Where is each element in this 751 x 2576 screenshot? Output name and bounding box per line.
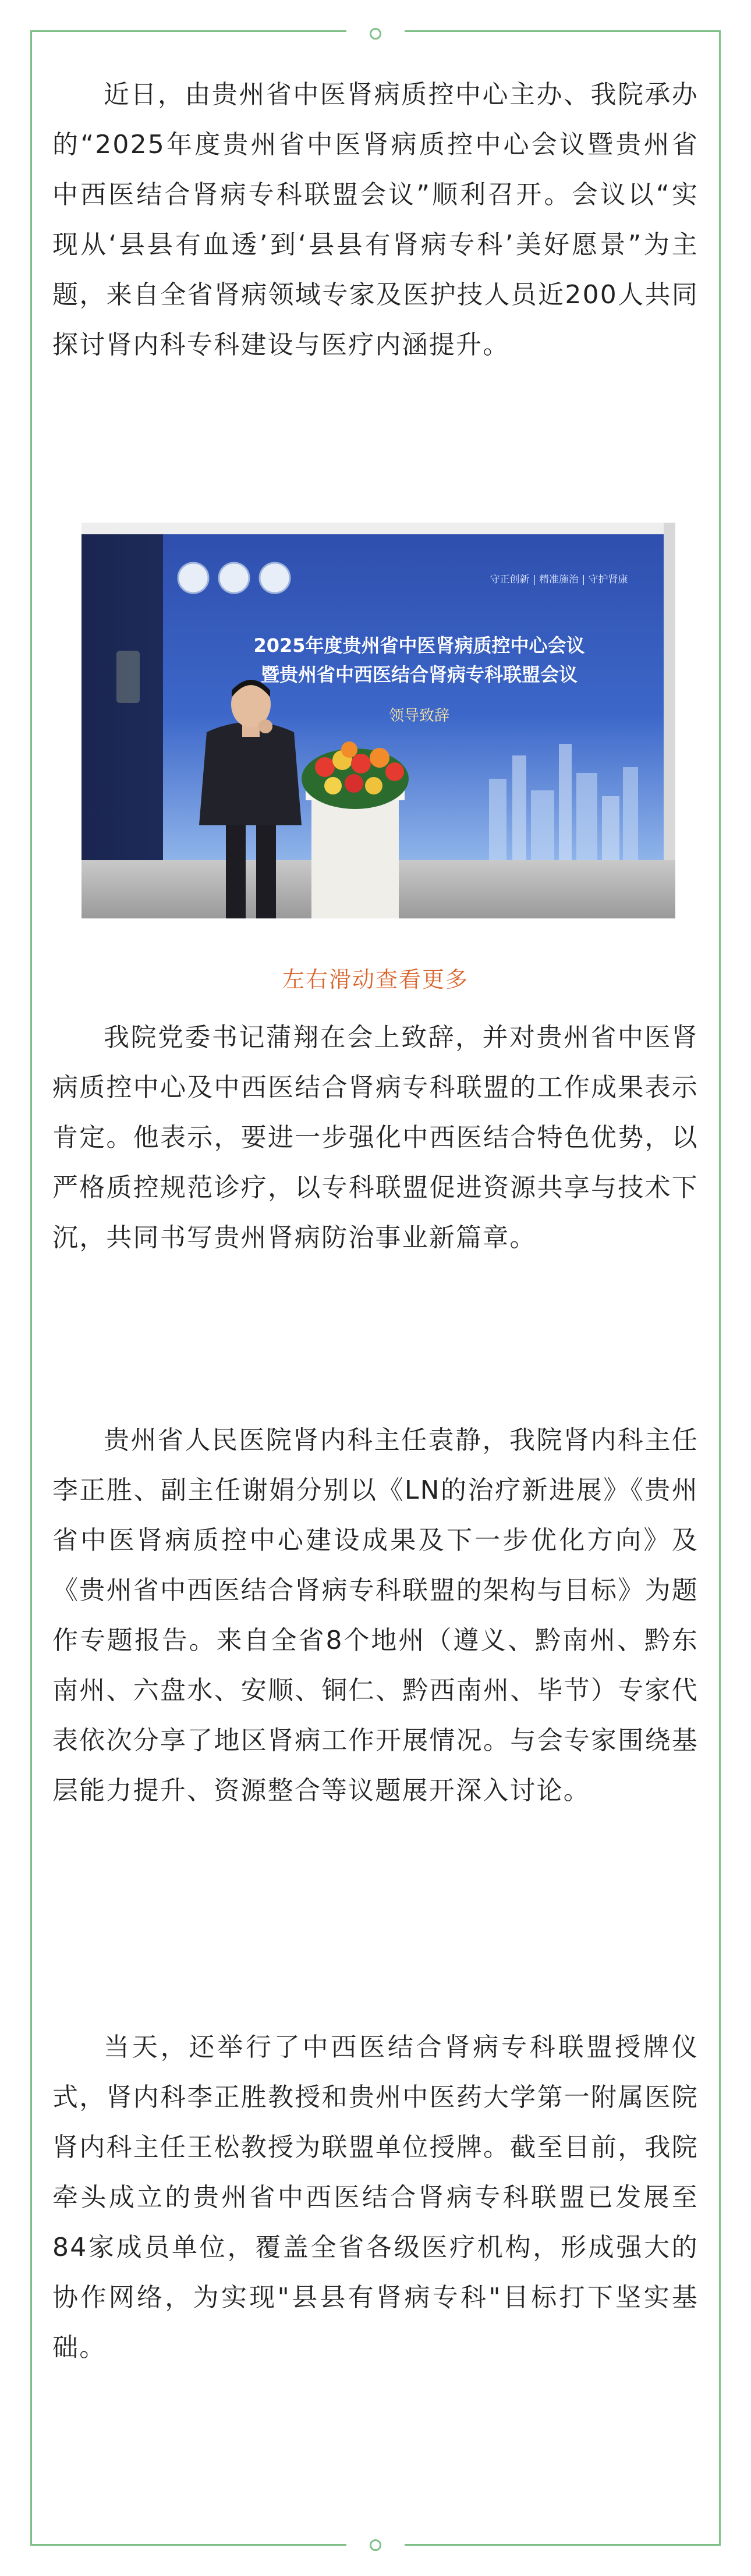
hospital-logo-icon [178, 563, 208, 593]
paragraph-secretary-speech: 我院党委书记蒲翔在会上致辞，并对贵州省中医肾病质控中心及中西医结合肾病专科联盟的工作成果表示肯定。他表示，要进一步强化中西医结合特色优势，以严格质控规范诊疗，以专科联盟促进资源共享与技术下沉，共同书写贵州肾病防治事业新篇章。 [52, 1023, 699, 1252]
paragraph-intro: 近日，由贵州省中医肾病质控中心主办、我院承办的“2025年度贵州省中医肾病质控中心会议暨贵州省中西医结合肾病专科联盟会议”顺利召开。会议以“实现从‘县县有血透’到‘县县有肾病专科’美好愿景”为主题，来自全省肾病领域专家及医护技人员近200人共同探讨肾内科专科建设与医疗内涵提升。 [52, 80, 699, 360]
paragraph-ceremony: 当天，还举行了中西医结合肾病专科联盟授牌仪式，肾内科李正胜教授和贵州中医药大学第一附属医院肾内科主任王松教授为联盟单位授牌。截至目前，我院牵头成立的贵州省中西医结合肾病专科联盟已发展至84家成员单位，覆盖全省各级医疗机构，形成强大的协作网络，为实现"县县有肾病专科"目标打下坚实基础。 [52, 2032, 699, 2362]
wall-sconce [116, 651, 140, 703]
photo-title-line2: 暨贵州省中西医结合肾病专科联盟会议 [260, 663, 578, 686]
photo-subtitle: 领导致辞 [388, 707, 450, 725]
swipe-hint-caption: 左右滑动查看更多 [282, 967, 469, 992]
meeting-photo-illustration [82, 523, 675, 918]
hospital-logo-icon [260, 563, 290, 593]
circle-ornament-bottom-icon [370, 2539, 381, 2551]
circle-ornament-top-icon [370, 28, 381, 40]
paragraph-reports: 贵州省人民医院肾内科主任袁静，我院肾内科主任李正胜、副主任谢娟分别以《LN的治疗新进展》《贵州省中医肾病质控中心建设成果及下一步优化方向》及《贵州省中西医结合肾病专科联盟的架构与目标》为题作专题报告。来自全省8个地州（遵义、黔南州、黔东南州、六盘水、安顺、铜仁、黔西南州、毕节）专家代表依次分享了地区肾病工作开展情况。与会专家围绕基层能力提升、资源整合等议题展开深入讨论。 [52, 1425, 699, 1805]
hospital-logo-icon [219, 563, 249, 593]
meeting-photo[interactable] [82, 523, 675, 918]
photo-title-line1: 2025年度贵州省中医肾病质控中心会议 [253, 634, 585, 657]
photo-slogan: 守正创新 | 精准施治 | 守护肾康 [490, 574, 628, 586]
